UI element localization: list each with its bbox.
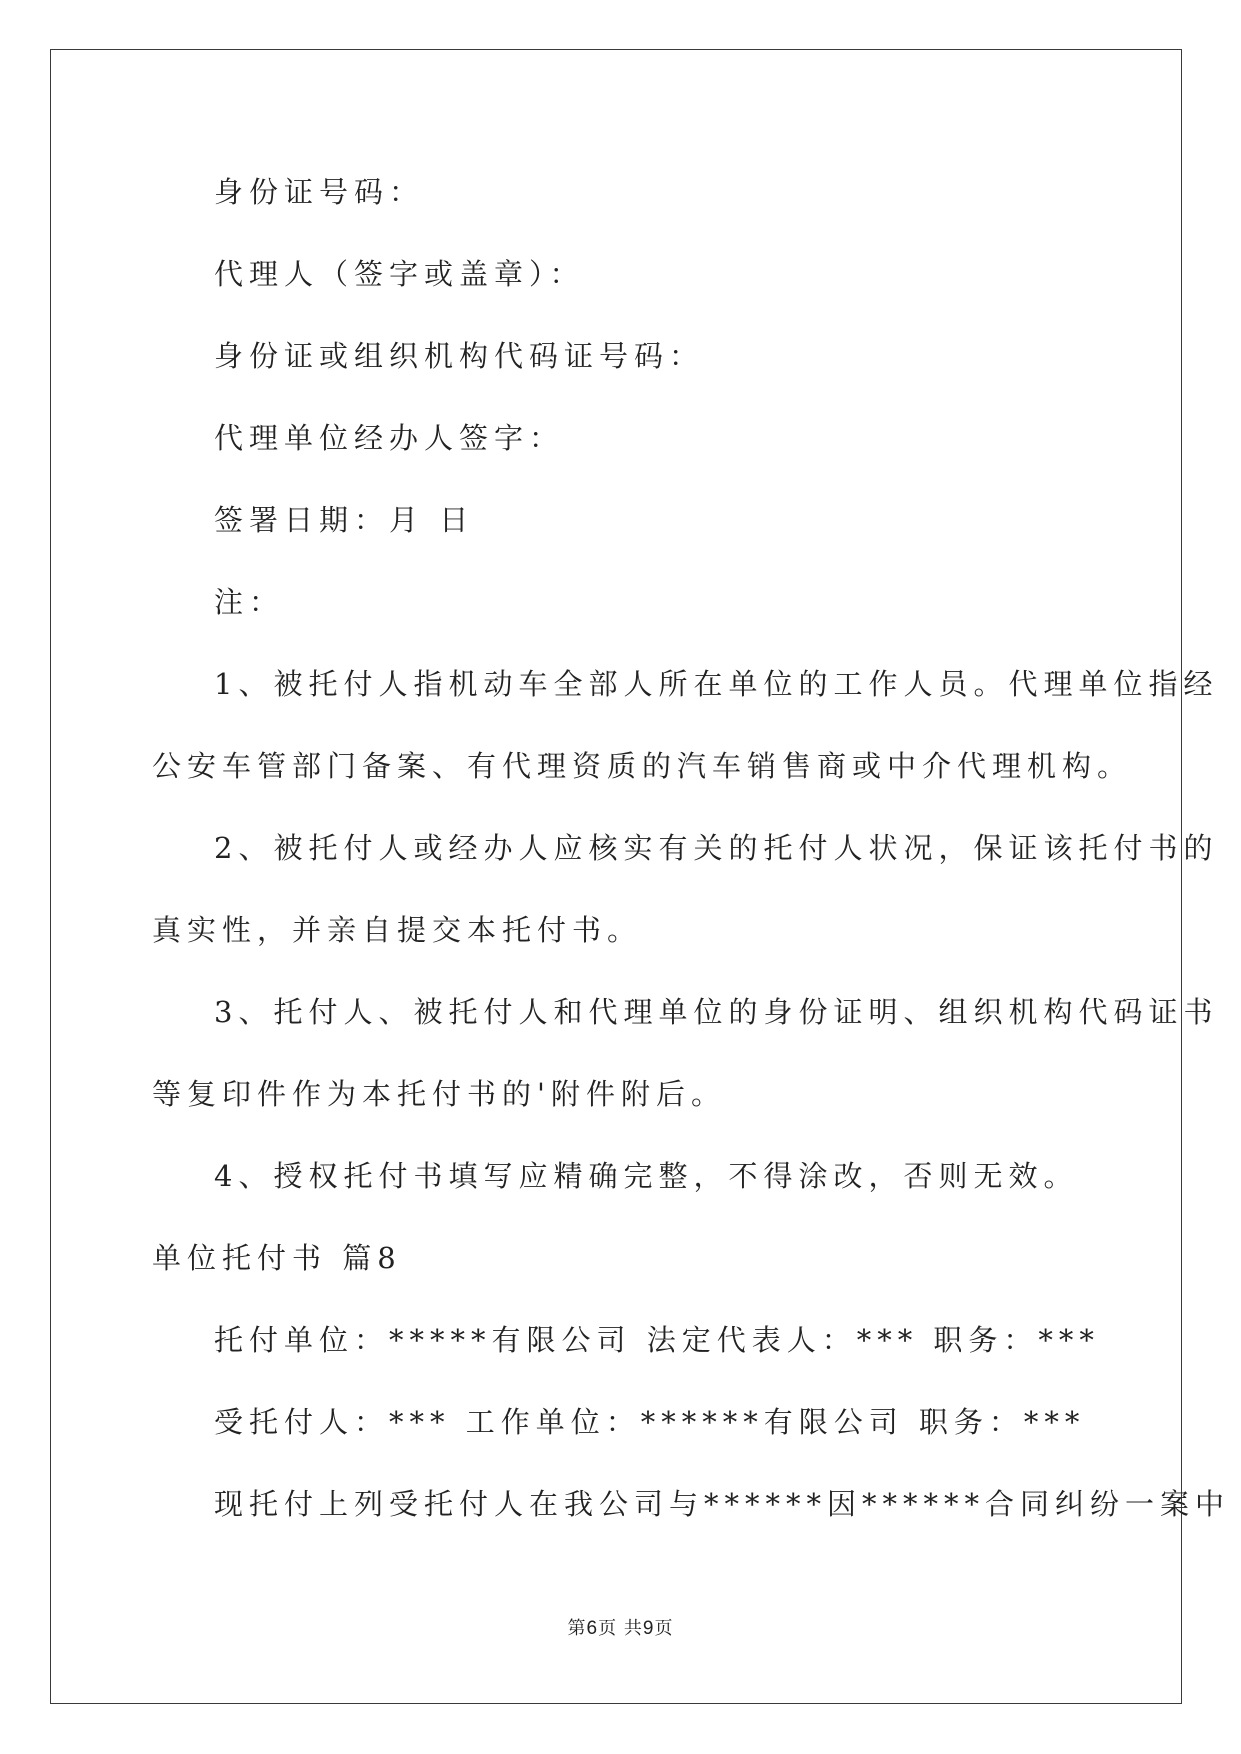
note-1-line-2: 公安车管部门备案、有代理资质的汽车销售商或中介代理机构。: [152, 749, 1133, 783]
page-border: [50, 49, 1182, 1704]
authorization-line: 现托付上列受托付人在我公司与******因******合同纠纷一案中: [214, 1487, 1231, 1521]
note-1-line-1: 1、被托付人指机动车全部人所在单位的工作人员。代理单位指经: [214, 667, 1219, 701]
page-footer: [0, 1617, 1241, 1641]
note-3-line-1: 3、托付人、被托付人和代理单位的身份证明、组织机构代码证书: [214, 995, 1219, 1029]
id-number-line: 身份证号码：: [214, 175, 425, 209]
agent-id-line: 身份证或组织机构代码证号码：: [214, 339, 705, 373]
note-2-line-1: 2、被托付人或经办人应核实有关的托付人状况，保证该托付书的: [214, 831, 1219, 865]
note-4-line: 4、授权托付书填写应精确完整，不得涂改，否则无效。: [214, 1159, 1079, 1193]
entrusting-unit-line: 托付单位：*****有限公司 法定代表人：*** 职务：***: [214, 1323, 1100, 1357]
note-heading: 注：: [214, 585, 285, 619]
section-title: 单位托付书 篇8: [152, 1241, 402, 1275]
footer-total-pages: 9: [642, 1618, 655, 1639]
trustee-line: 受托付人：*** 工作单位：******有限公司 职务：***: [214, 1405, 1086, 1439]
footer-prefix: 第: [567, 1618, 587, 1639]
sign-date-line: 签署日期：月 日: [214, 503, 475, 537]
footer-mid: 页 共: [598, 1618, 643, 1639]
agent-signature-line: 代理人（签字或盖章）：: [214, 257, 585, 291]
footer-page-number: 6: [586, 1618, 599, 1639]
footer-suffix: 页: [654, 1618, 674, 1639]
note-2-line-2: 真实性，并亲自提交本托付书。: [152, 913, 643, 947]
handler-signature-line: 代理单位经办人签字：: [214, 421, 565, 455]
note-3-line-2: 等复印件作为本托付书的'附件附后。: [152, 1077, 726, 1111]
